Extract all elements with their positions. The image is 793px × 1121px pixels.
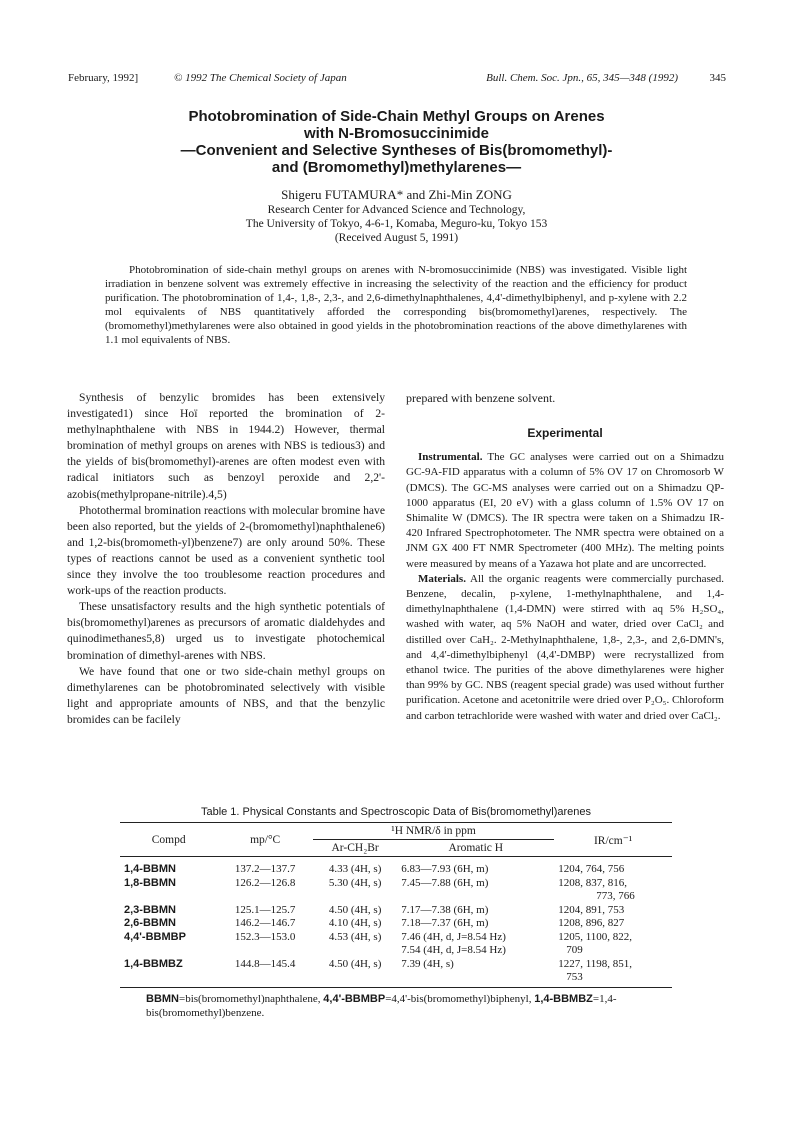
col-header-ir: IR/cm⁻¹ — [554, 823, 672, 857]
cell-ir: 1204, 891, 753 — [558, 903, 625, 916]
instrumental-text: The GC analyses were carried out on a Shimadzu GC-9A-FID apparatus with a column of 5% OV 17 on Chromosorb W (DMCS). The GC-MS analyses were carried out on a Shimadzu QP-1000 apparatus (EI, 20 eV) with a glass column of 1.5% OV 17 on Shimalite W (DMCS). The IR spectra were taken on a Shimadzu IR-420 Infrared Spectrophotometer. The NMR spectra were obtained on a JNM GX 400 FT NMR Spectrometer (400 MHz). The melting points were measured by means of a Yazawa hot plate and are uncorrected. — [406, 451, 724, 570]
cell-ir-line-2: 753 — [566, 971, 583, 983]
title-line-4: and (Bromomethyl)methylarenes— — [271, 159, 522, 176]
cell-aromatic: 6.83—7.93 (6H, m) — [401, 863, 489, 875]
instrumental-paragraph — [406, 450, 724, 572]
materials-text: All the organic reagents were commercially purchased. Benzene, decalin, p-xylene, 1-methylnaphthalene, and 1,4-dimethylnaphthalene (1,4-DMN) were stirred with aq 5% H₂SO₄, washed with water, aq 5% NaOH and water, dried over CaCl₂ and distilled over CaH₂. 2-Methylnaphthalene, 1,8-, 2,3-, and 2,6-DMN's, and 4,4'-dimethylbiphenyl (4,4'-DMBP) were recrystallized from ethanol twice. The purities of the above dimethylarenes were higher than 99% by GC. NBS (reagent special grade) was used without further purification. Acetone and acetonitrile were dried over P₂O₅. Chloroform and carbon tetrachloride were washed with water and dried over CaCl₂. — [406, 572, 724, 722]
cell-ch2br: 4.33 (4H, s) — [328, 863, 382, 875]
cell-ch2br: 4.53 (4H, s) — [328, 930, 382, 943]
table-footnote — [146, 992, 672, 1020]
table-row — [120, 904, 672, 918]
cell-mp: 152.3—153.0 — [234, 930, 296, 943]
continuation-text: prepared with benzene solvent. — [406, 391, 556, 405]
cell-ch2br: 4.50 (4H, s) — [328, 903, 382, 916]
table-row — [120, 877, 672, 904]
intro-paragraph-3: These unsatisfactory results and the high synthetic potentials of bis(bromomethyl)arenes as precursors of aromatic dialdehydes and quinodimethanes5,8) urged us to investigate photochemical bromination of dimethyl-arenes with NBS. — [67, 600, 385, 662]
cell-aromatic — [397, 931, 554, 958]
footnote-abbr-bbmn: BBMN — [146, 992, 179, 1005]
cell-aromatic-line-1: 7.46 (4H, d, J=8.54 Hz) — [401, 930, 506, 943]
table-row — [120, 917, 672, 931]
materials-heading: Materials. — [418, 572, 466, 585]
table-1 — [120, 806, 672, 1020]
intro-paragraph-1: Synthesis of benzylic bromides has been extensively investigated1) since Hoï reported the bromination of 2-methylnaphthalene with NBS in 1944.2) However, thermal bromination of methyl groups on arenes with NBS is tedious3) and the yields of bis(bromomethyl)-arenes are often modest even with radical initiators such as benzoyl peroxide and 2,2'-azobis(methylpropane-nitrile).4,5) — [67, 391, 385, 501]
cell-ir-line-1: 1208, 837, 816, — [558, 876, 627, 889]
title-line-3: —Convenient and Selective Syntheses of Bis(bromomethyl)- — [180, 142, 613, 159]
cell-ch2br: 4.50 (4H, s) — [313, 958, 397, 988]
footnote-def-bbmbp: =4,4'-bis(bromomethyl)biphenyl, — [385, 992, 535, 1005]
cell-mp: 126.2—126.8 — [234, 876, 296, 889]
col-header-aromatic-h: Aromatic H — [397, 840, 554, 857]
col-header-ar-ch2br: Ar-CH₂Br — [313, 840, 397, 857]
abstract: Photobromination of side-chain methyl groups on arenes with N-bromosuccinimide (NBS) was investigated. Visible light irradiation in benzene solvent was extremely effective in increasing the selectivity of the reaction and the efficiency for product purification. The photobromination of 1,4-, 1,8-, 2,3-, and 2,6-dimethylnaphthalenes, 4,4'-dimethylbiphenyl, and p-xylene with 2.2 mol equivalents of NBS quantitatively afforded the corresponding bis(bromomethyl)arenes, respectively. The (bromomethyl)methylarenes were also obtained in good yields in the photobromination reactions of the above dimethylarenes with 1.1 mol equivalents of NBS. — [105, 264, 687, 347]
cell-compd: 1,4-BBMN — [124, 863, 176, 875]
table-row — [120, 931, 672, 958]
footnote-abbr-bbmbp: 4,4'-BBMBP — [323, 992, 386, 1005]
right-column — [406, 390, 724, 724]
footnote-def-bbmbz: =1,4-bis(bromomethyl)benzene. — [146, 992, 617, 1019]
table-row — [120, 857, 672, 877]
header-journal-citation: Bull. Chem. Soc. Jpn., 65, 345—348 (1992) — [486, 72, 678, 84]
footnote-abbr-bbmbz: 1,4-BBMBZ — [534, 992, 593, 1005]
cell-aromatic: 7.45—7.88 (6H, m) — [401, 876, 489, 889]
cell-ir: 1204, 764, 756 — [558, 863, 625, 875]
cell-compd: 2,6-BBMN — [124, 917, 176, 929]
author-list: Shigeru FUTAMURA* and Zhi-Min ZONG — [281, 187, 512, 202]
header-page-number: 345 — [709, 72, 726, 84]
col-header-nmr: ¹H NMR/δ in ppm — [313, 823, 554, 840]
cell-mp: 137.2—137.7 — [234, 863, 296, 875]
table-row — [120, 958, 672, 988]
affiliation-line-2: The University of Tokyo, 4-6-1, Komaba, Meguro-ku, Tokyo 153 — [245, 218, 548, 230]
cell-compd: 1,4-BBMBZ — [120, 958, 217, 988]
title-line-1: Photobromination of Side-Chain Methyl Groups on Arenes — [188, 108, 605, 125]
cell-ir: 1208, 896, 827 — [558, 917, 625, 929]
received-date: (Received August 5, 1991) — [334, 232, 459, 244]
article-title — [100, 108, 693, 176]
cell-aromatic: 7.39 (4H, s) — [397, 958, 554, 988]
header-date: February, 1992] — [68, 72, 139, 84]
cell-mp: 146.2—146.7 — [234, 917, 296, 929]
cell-aromatic: 7.17—7.38 (6H, m) — [401, 903, 489, 916]
running-header — [68, 72, 726, 88]
cell-mp: 144.8—145.4 — [217, 958, 312, 988]
cell-compd: 1,8-BBMN — [124, 876, 176, 889]
cell-mp: 125.1—125.7 — [234, 903, 296, 916]
intro-paragraph-4: We have found that one or two side-chain methyl groups on dimethylarenes can be photobrominated selectively with visible light and appropriate amounts of NBS, and that the benzylic bromides can be facilely — [67, 664, 385, 726]
cell-ir-line-1: 1227, 1198, 851, — [558, 957, 633, 970]
cell-aromatic: 7.18—7.37 (6H, m) — [401, 917, 489, 929]
footnote-def-bbmn: =bis(bromomethyl)naphthalene, — [179, 992, 324, 1005]
cell-compd: 2,3-BBMN — [124, 903, 176, 916]
col-header-mp: mp/°C — [217, 823, 312, 857]
instrumental-heading: Instrumental. — [418, 451, 483, 464]
cell-ch2br: 5.30 (4H, s) — [328, 876, 382, 889]
affiliation-line-1: Research Center for Advanced Science and Technology, — [267, 204, 526, 216]
col-header-compd: Compd — [120, 823, 217, 857]
table-caption: Table 1. Physical Constants and Spectroscopic Data of Bis(bromomethyl)arenes — [200, 806, 592, 818]
cell-ir — [554, 958, 672, 988]
section-heading-experimental: Experimental — [527, 426, 603, 441]
left-column — [67, 390, 385, 728]
cell-ir-line-1: 1205, 1100, 822, — [558, 930, 633, 943]
cell-ir-line-2: 709 — [566, 944, 583, 956]
cell-aromatic-line-2: 7.54 (4H, d, J=8.54 Hz) — [401, 944, 506, 956]
intro-paragraph-2: Photothermal bromination reactions with molecular bromine have been also reported, but the yields of 2-(bromomethyl)naphthalene6) and 1,2-bis(bromometh-yl)benzene7) are only around 50%. These types of reactions cannot be used as a convenient synthetic tool since they involve the too troublesome reaction procedures and work-ups of the reaction products. — [67, 503, 385, 598]
physical-constants-table — [120, 822, 672, 988]
cell-ch2br: 4.10 (4H, s) — [328, 917, 382, 929]
title-block — [100, 108, 693, 245]
header-copyright: © 1992 The Chemical Society of Japan — [174, 72, 347, 84]
cell-ir — [554, 931, 672, 958]
cell-ir — [554, 877, 672, 904]
cell-ir-line-2: 773, 766 — [596, 890, 635, 902]
cell-compd: 4,4'-BBMBP — [124, 930, 186, 943]
materials-paragraph — [406, 572, 724, 724]
title-line-2: with N-Bromosuccinimide — [303, 125, 490, 142]
